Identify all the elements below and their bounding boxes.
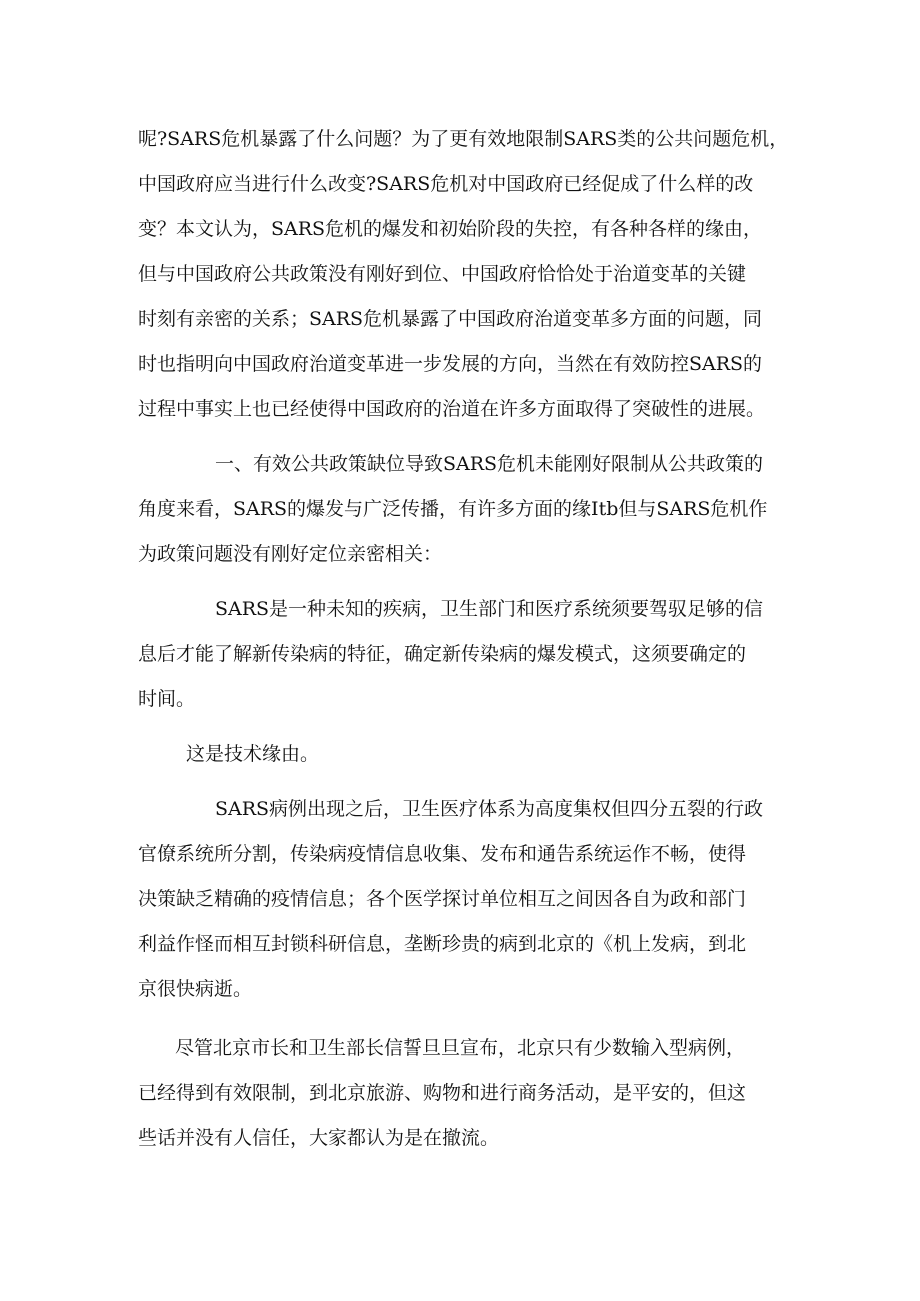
paragraph-5 <box>138 787 798 1012</box>
paragraph-6 <box>138 1026 798 1161</box>
text-line: 过程中事实上也已经使得中国政府的治道在许多方面取得了突破性的进展。 <box>138 398 766 420</box>
text-line: 时刻有亲密的关系；SARS危机暴露了中国政府治道变革多方面的问题，同 <box>138 308 763 330</box>
text-line: 中国政府应当进行什么改变?SARS危机对中国政府已经促成了什么样的改 <box>138 173 754 195</box>
paragraph-spacer <box>138 722 798 732</box>
text-line: 这是技术缘由。 <box>186 743 320 765</box>
paragraph-spacer <box>138 777 798 787</box>
text-line: 时也指明向中国政府治道变革进一步发展的方向，当然在有效防控SARS的 <box>138 353 763 375</box>
text-line: 些话并没有人信任，大家都认为是在撤流。 <box>138 1127 500 1149</box>
text-line: SARS是一种未知的疾病，卫生部门和医疗系统须要驾驭足够的信 <box>215 598 764 620</box>
text-line: 官僚系统所分割，传染病疫情信息收集、发布和通告系统运作不畅，使得 <box>138 843 747 865</box>
text-line: 时间。 <box>138 688 196 710</box>
paragraph-3 <box>138 587 798 722</box>
document-body <box>138 117 798 1161</box>
text-line: 一、有效公共政策缺位导致SARS危机未能刚好限制从公共政策的 <box>215 453 764 475</box>
paragraph-1 <box>138 117 798 432</box>
text-line: 已经得到有效限制，到北京旅游、购物和进行商务活动，是平安的，但这 <box>138 1082 747 1104</box>
text-line: 但与中国政府公共政策没有刚好到位、中国政府恰恰处于治道变革的关键 <box>138 263 747 285</box>
paragraph-spacer <box>138 432 798 442</box>
text-line: 利益作怪而相互封锁科研信息，垄断珍贵的病到北京的《机上发病，到北 <box>138 933 747 955</box>
text-line: 决策缺乏精确的疫情信息；各个医学探讨单位相互之间因各自为政和部门 <box>138 888 747 910</box>
text-line: 京很快病逝。 <box>138 978 253 1000</box>
text-line: 为政策问题没有刚好定位亲密相关： <box>138 543 443 565</box>
paragraph-4 <box>138 732 798 777</box>
text-line: 息后才能了解新传染病的特征，确定新传染病的爆发模式，这须要确定的 <box>138 643 747 665</box>
text-line: 尽管北京市长和卫生部长信誓旦旦宣布，北京只有少数输入型病例， <box>175 1037 746 1059</box>
text-line: 角度来看，SARS的爆发与广泛传播，有许多方面的缘Itb但与SARS危机作 <box>138 498 768 520</box>
text-line: SARS病例出现之后，卫生医疗体系为高度集权但四分五裂的行政 <box>215 798 764 820</box>
text-line: 呢?SARS危机暴露了什么问题？为了更有效地限制SARS类的公共问题危机， <box>138 128 789 150</box>
text-line: 变？本文认为，SARS危机的爆发和初始阶段的失控，有各种各样的缘由， <box>138 218 763 240</box>
paragraph-2 <box>138 442 798 577</box>
paragraph-spacer <box>138 1012 798 1026</box>
paragraph-spacer <box>138 577 798 587</box>
